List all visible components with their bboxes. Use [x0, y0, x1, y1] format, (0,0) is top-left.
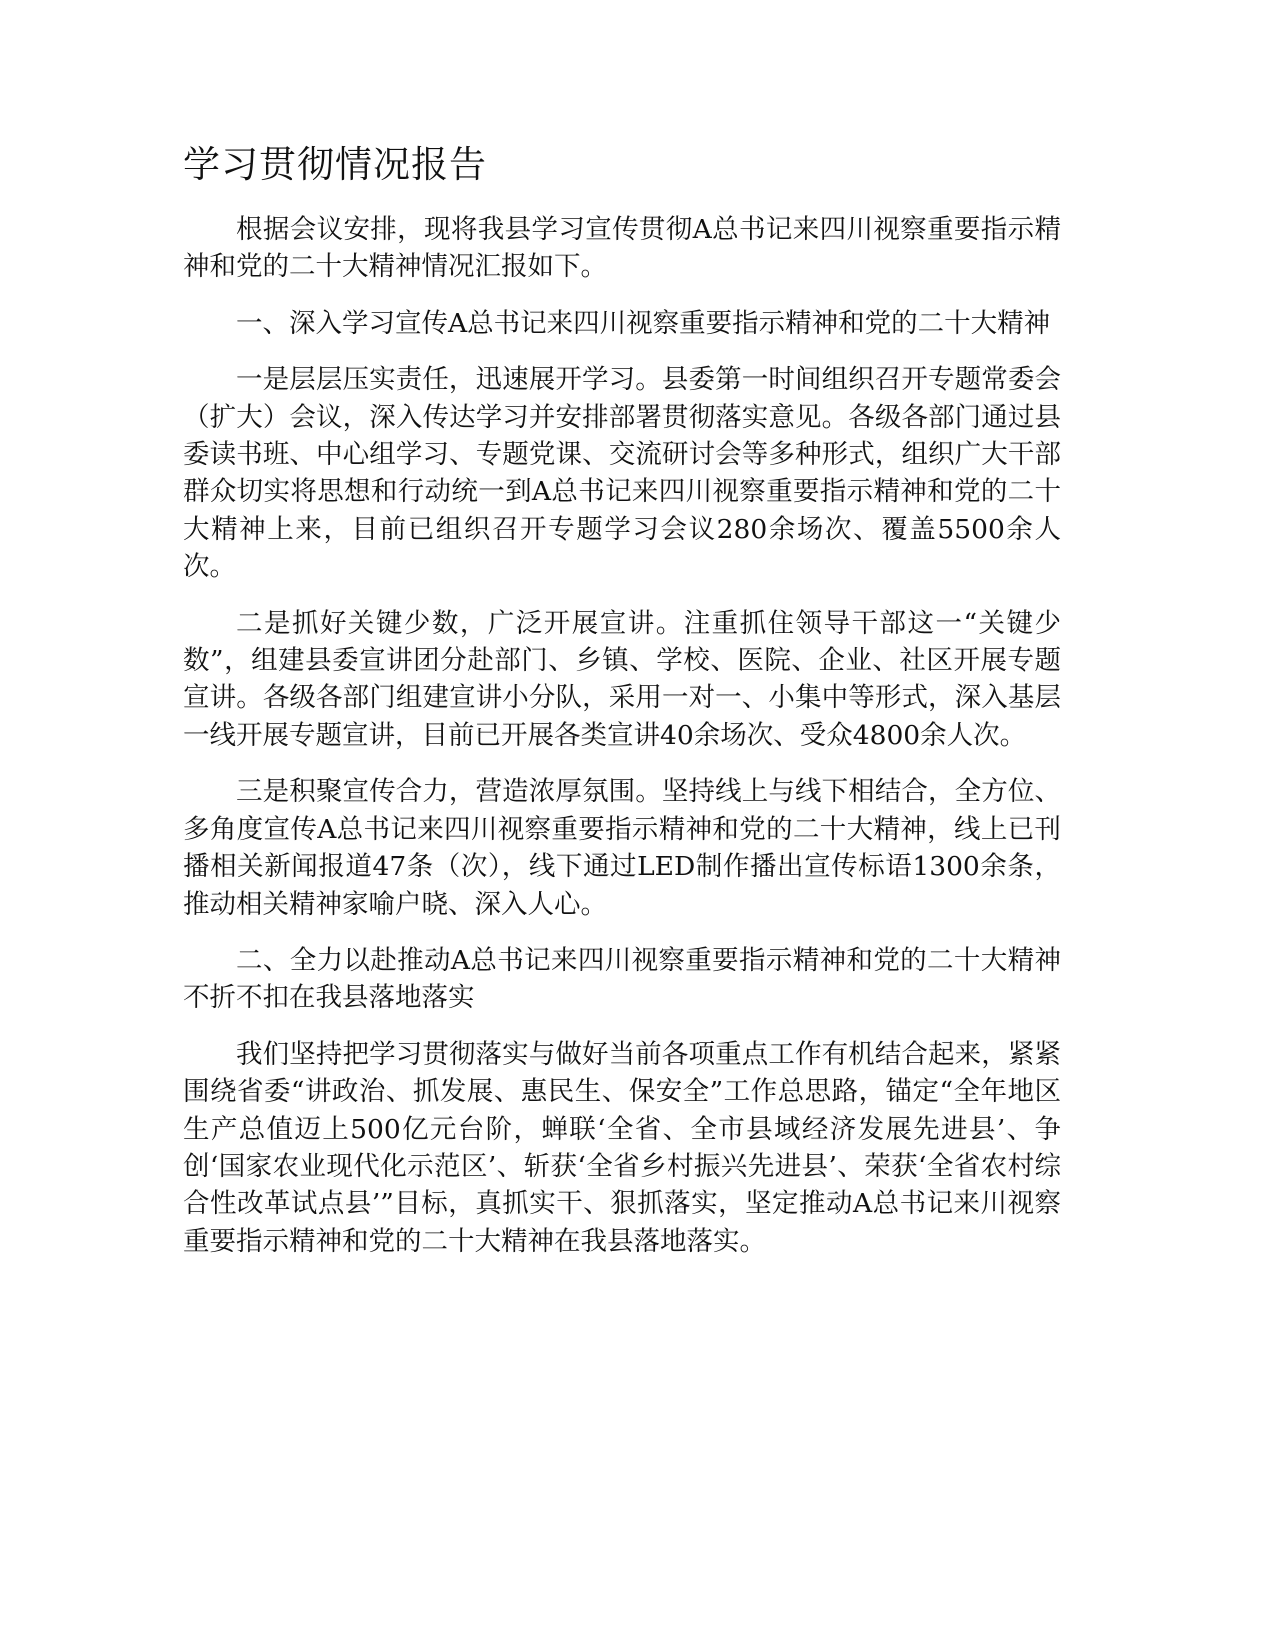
document-title: 学习贯彻情况报告	[183, 143, 487, 186]
body-paragraph: 一是层层压实责任，迅速展开学习。县委第一时间组织召开专题常委会（扩大）会议，深入传达学习并安排部署贯彻落实意见。各级各部门通过县委读书班、中心组学习、专题党课、交流研讨会等多种形式，组织广大干部群众切实将思想和行动统一到A总书记来四川视察重要指示精神和党的二十大精神上来，目前已组织召开专题学习会议280余场次、覆盖5500余人次。	[183, 364, 1061, 583]
body-paragraph: 我们坚持把学习贯彻落实与做好当前各项重点工作有机结合起来，紧紧围绕省委“讲政治、抓发展、惠民生、保安全”工作总思路，锚定“全年地区生产总值迈上500亿元台阶，蝉联‘全省、全市县域经济发展先进县’、争创‘国家农业现代化示范区’、斩获‘全省乡村振兴先进县’、荣获‘全省农村综合性改革试点县’”目标，真抓实干、狠抓落实，坚定推动A总书记来川视察重要指示精神和党的二十大精神在我县落地落实。	[183, 1038, 1061, 1257]
body-paragraph: 二是抓好关键少数，广泛开展宣讲。注重抓住领导干部这一“关键少数”，组建县委宣讲团分赴部门、乡镇、学校、医院、企业、社区开展专题宣讲。各级各部门组建宣讲小分队，采用一对一、小集中等形式，深入基层一线开展专题宣讲，目前已开展各类宣讲40余场次、受众4800余人次。	[183, 607, 1061, 751]
body-paragraph: 三是积聚宣传合力，营造浓厚氛围。坚持线上与线下相结合，全方位、多角度宣传A总书记来四川视察重要指示精神和党的二十大精神，线上已刊播相关新闻报道47条（次），线下通过LED制作播出宣传标语1300余条，推动相关精神家喻户晓、深入人心。	[183, 776, 1061, 920]
document-body	[183, 211, 1061, 1279]
section-heading-1: 一、深入学习宣传A总书记来四川视察重要指示精神和党的二十大精神	[236, 307, 1051, 339]
section-heading-2: 二、全力以赴推动A总书记来四川视察重要指示精神和党的二十大精神不折不扣在我县落地落实	[183, 944, 1061, 1014]
intro-paragraph: 根据会议安排，现将我县学习宣传贯彻A总书记来四川视察重要指示精神和党的二十大精神情况汇报如下。	[183, 214, 1061, 283]
